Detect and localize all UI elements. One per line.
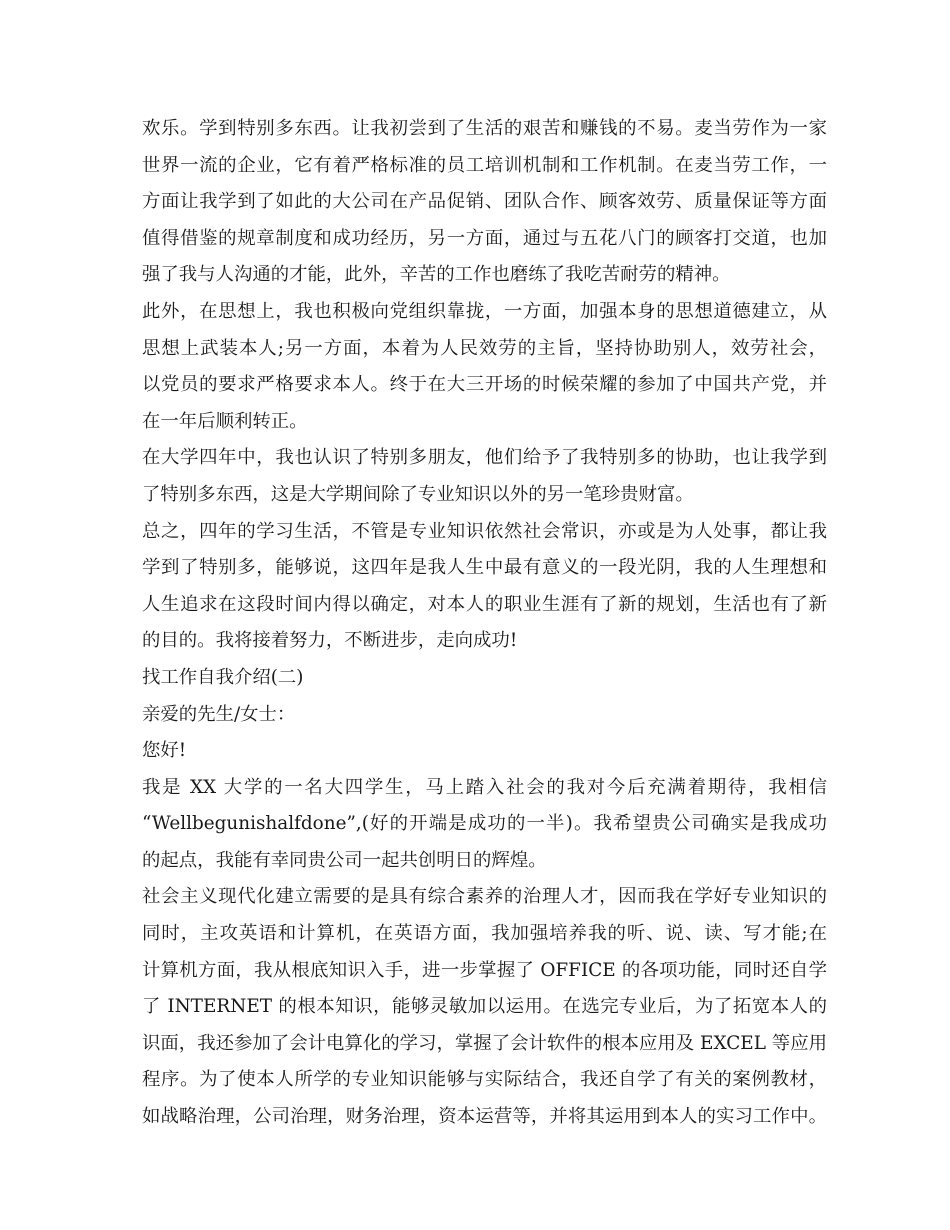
text-line: 在大学四年中，我也认识了特别多朋友，他们给予了我特别多的协助，也让我学到 xyxy=(142,447,827,469)
text-line: 总之，四年的学习生活，不管是专业知识依然社会常识，亦或是为人处事，都让我 xyxy=(142,520,827,542)
text-line: 的目的。我将接着努力，不断进步，走向成功! xyxy=(142,630,518,652)
text-line: 程序。为了使本人所学的专业知识能够与实际结合，我还自学了有关的案例教材， xyxy=(142,1069,827,1091)
text-line: 方面让我学到了如此的大公司在产品促销、团队合作、顾客效劳、质量保证等方面 xyxy=(142,191,827,213)
text-line: 此外，在思想上，我也积极向党组织靠拢，一方面，加强本身的思想道德建立，从 xyxy=(142,300,827,322)
text-line: 社会主义现代化建立需要的是具有综合素养的治理人才，因而我在学好专业知识的 xyxy=(142,886,827,908)
text-line: 世界一流的企业，它有着严格标准的员工培训机制和工作机制。在麦当劳工作，一 xyxy=(142,154,827,176)
text-line: 以党员的要求严格要求本人。终于在大三开场的时候荣耀的参加了中国共产党，并 xyxy=(142,374,827,396)
text-line: 思想上武装本人;另一方面，本着为人民效劳的主旨，坚持协助别人，效劳社会， xyxy=(142,337,827,359)
text-line: 欢乐。学到特别多东西。让我初尝到了生活的艰苦和赚钱的不易。麦当劳作为一家 xyxy=(142,118,827,139)
text-line: 如战略治理，公司治理，财务治理，资本运营等，并将其运用到本人的实习工作中。 xyxy=(142,1106,827,1128)
text-line: 人生追求在这段时间内得以确定，对本人的职业生涯有了新的规划，生活也有了新 xyxy=(142,593,827,615)
text-line: 您好! xyxy=(142,740,187,762)
text-line: 亲爱的先生/女士： xyxy=(142,703,296,725)
text-line: 识面，我还参加了会计电算化的学习，掌握了会计软件的根本应用及 EXCEL 等应用 xyxy=(142,1032,827,1054)
text-line: 了 INTERNET 的根本知识，能够灵敏加以运用。在选完专业后，为了拓宽本人的 xyxy=(142,996,827,1018)
text-line: 计算机方面，我从根底知识入手，进一步掌握了 OFFICE 的各项功能，同时还自学 xyxy=(142,959,827,981)
text-line: 在一年后顺利转正。 xyxy=(142,410,308,432)
text-line: “Wellbegunishalfdone”,(好的开端是成功的一半)。我希望贵公司确实是我成功 xyxy=(142,813,827,835)
text-line: 我是 XX 大学的一名大四学生，马上踏入社会的我对今后充满着期待，我相信 xyxy=(142,776,827,798)
text-line: 找工作自我介绍(二) xyxy=(142,666,304,688)
text-line: 值得借鉴的规章制度和成功经历，另一方面，通过与五花八门的顾客打交道，也加 xyxy=(142,227,827,249)
text-line: 同时，主攻英语和计算机，在英语方面，我加强培养我的听、说、读、写才能;在 xyxy=(142,923,827,945)
text-line: 学到了特别多，能够说，这四年是我人生中最有意义的一段光阴，我的人生理想和 xyxy=(142,557,827,579)
text-line: 了特别多东西，这是大学期间除了专业知识以外的另一笔珍贵财富。 xyxy=(142,483,694,505)
text-line: 的起点，我能有幸同贵公司一起共创明日的辉煌。 xyxy=(142,849,547,871)
document-body xyxy=(142,111,827,1136)
text-line: 强了我与人沟通的才能，此外，辛苦的工作也磨练了我吃苦耐劳的精神。 xyxy=(142,264,731,286)
